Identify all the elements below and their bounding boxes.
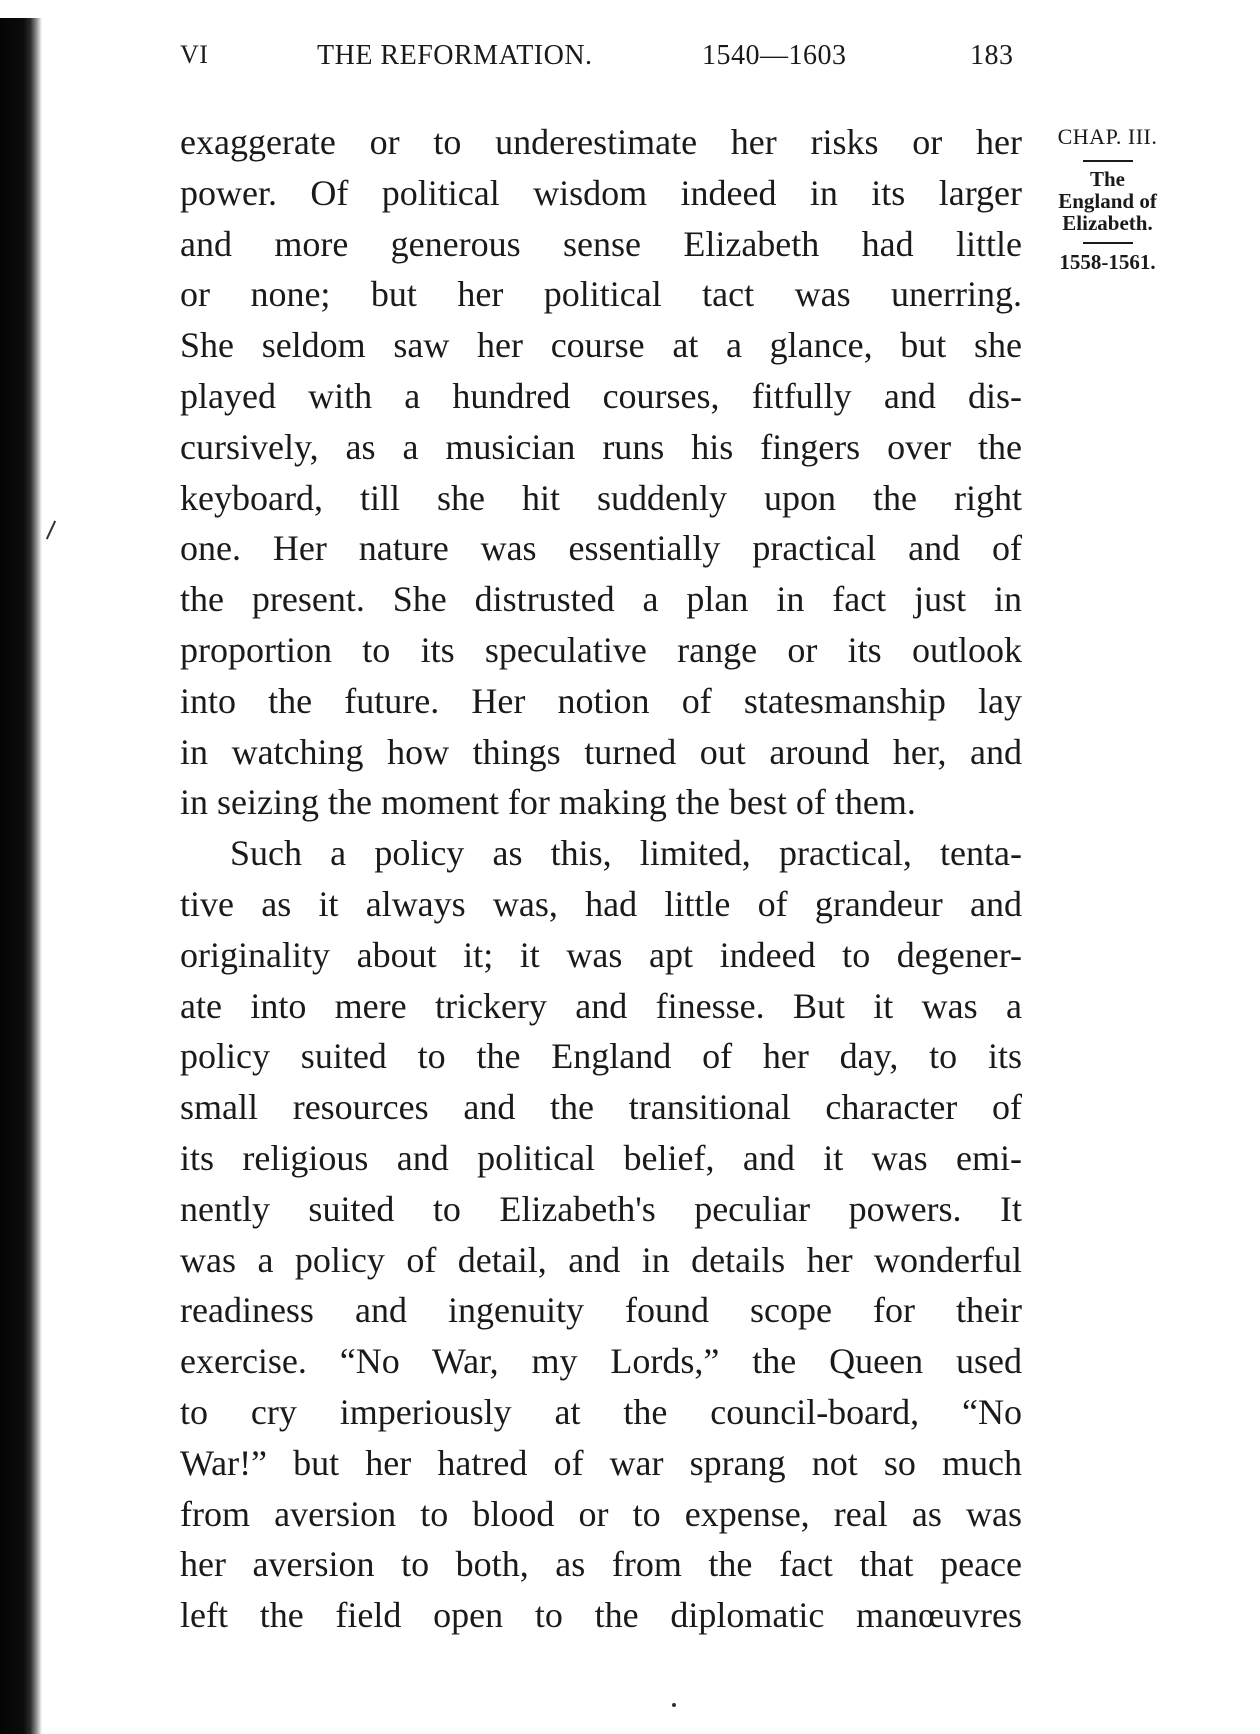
running-head-chapter: VI <box>180 40 209 69</box>
text-line: ate into mere trickery and finesse. But it was a <box>180 985 1022 1026</box>
text-line: keyboard, till she hit suddenly upon the right <box>180 477 1022 518</box>
margin-note-dates: 1558-1561. <box>1059 250 1156 274</box>
margin-note-heading-line: Elizabeth. <box>1062 211 1153 235</box>
text-line: the present. She distrusted a plan in fact just in <box>180 579 1022 620</box>
margin-note-divider <box>1083 242 1133 244</box>
text-line: and more generous sense Elizabeth had little <box>180 223 1022 264</box>
margin-note-heading-line: The <box>1089 167 1125 191</box>
margin-note-heading-line: England of <box>1058 189 1157 213</box>
text-line: policy suited to the England of her day, to its <box>180 1036 1022 1077</box>
margin-note <box>1040 124 1175 275</box>
text-line: left the field open to the diplomatic manœuvres <box>180 1595 1022 1636</box>
text-line: one. Her nature was essentially practical and of <box>180 528 1022 569</box>
text-line: readiness and ingenuity found scope for their <box>180 1290 1022 1331</box>
text-line: her aversion to both, as from the fact that peace <box>180 1544 1022 1585</box>
text-line: in seizing the moment for making the best of them. <box>180 782 916 823</box>
running-head-dates: 1540—1603 <box>702 40 847 71</box>
text-line: was a policy of detail, and in details her wonderful <box>180 1239 1022 1280</box>
margin-note-chapter: CHAP. III. <box>1057 124 1158 149</box>
running-head <box>180 40 1020 80</box>
text-line: She seldom saw her course at a glance, but she <box>180 325 1022 366</box>
text-line: exaggerate or to underestimate her risks or her <box>180 122 1022 162</box>
text-line: to cry imperiously at the council-board, “No <box>180 1391 1022 1432</box>
text-line: from aversion to blood or to expense, real as was <box>180 1493 1022 1534</box>
text-line: power. Of political wisdom indeed in its larger <box>180 172 1022 213</box>
scan-binding-edge <box>0 18 42 1734</box>
scan-mark <box>46 521 56 540</box>
text-line: originality about it; it was apt indeed to degener- <box>180 934 1022 975</box>
text-line: cursively, as a musician runs his fingers over the <box>180 426 1022 467</box>
text-line: or none; but her political tact was unerring. <box>180 274 1022 315</box>
text-line: nently suited to Elizabeth's peculiar powers. It <box>180 1188 1022 1229</box>
page-number: 183 <box>970 40 1014 71</box>
text-line: War!” but her hatred of war sprang not so much <box>180 1442 1022 1483</box>
text-line: its religious and political belief, and it was emi- <box>180 1137 1022 1178</box>
body-text <box>180 117 1022 1641</box>
margin-note-heading <box>1040 168 1175 234</box>
text-line: tive as it always was, had little of grandeur and <box>180 883 1022 924</box>
page-mark <box>672 1703 676 1707</box>
text-line: small resources and the transitional character of <box>180 1087 1022 1128</box>
text-line: played with a hundred courses, fitfully and dis- <box>180 375 1022 416</box>
running-head-title: THE REFORMATION. <box>317 40 593 71</box>
text-line: proportion to its speculative range or its outlook <box>180 629 1022 670</box>
paragraph-start-line: Such a policy as this, limited, practical, tenta- <box>230 833 1022 874</box>
text-line: into the future. Her notion of statesmanship lay <box>180 680 1022 721</box>
margin-note-divider <box>1083 160 1133 162</box>
text-line: in watching how things turned out around her, and <box>180 731 1022 772</box>
text-line: exercise. “No War, my Lords,” the Queen used <box>180 1341 1022 1382</box>
